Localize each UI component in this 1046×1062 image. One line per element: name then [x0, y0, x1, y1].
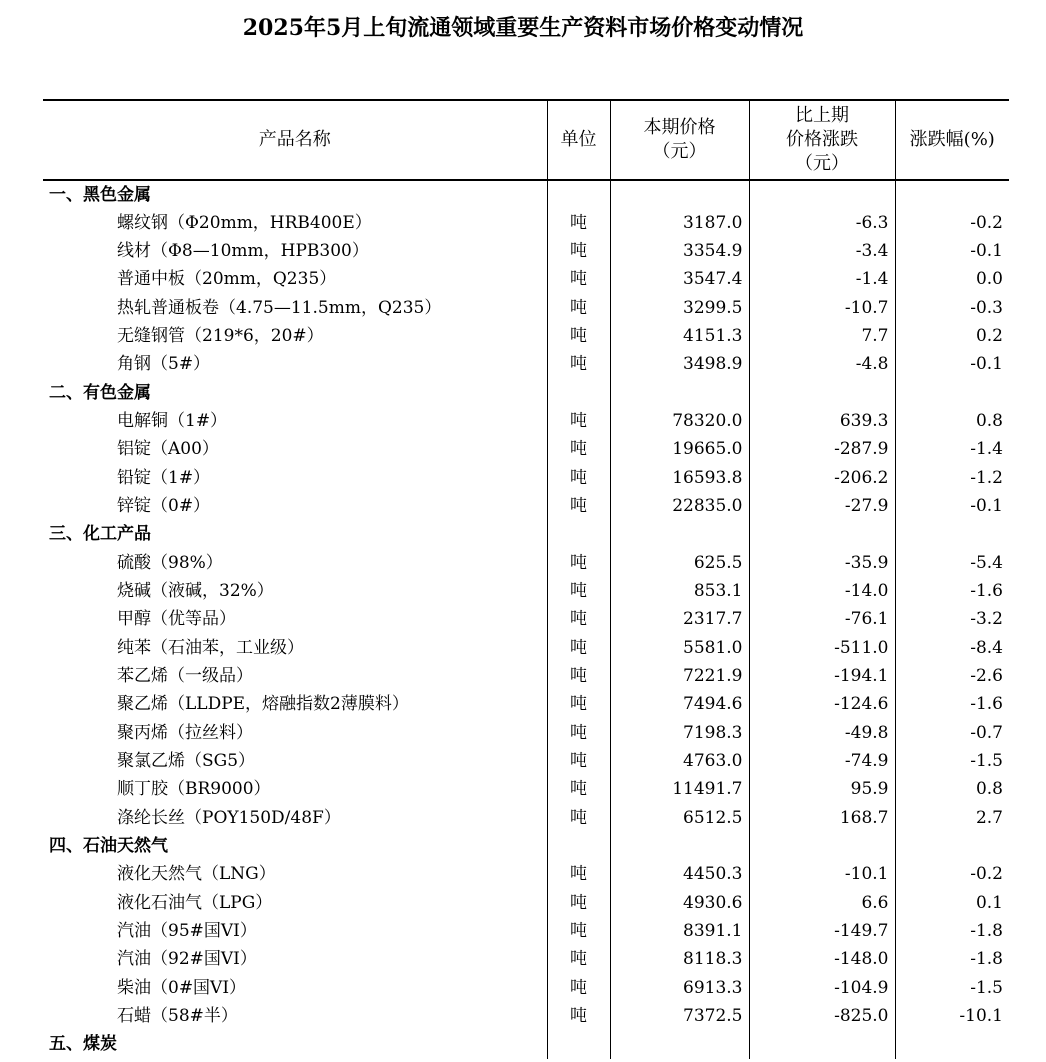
unit-cell: 吨 [547, 634, 610, 662]
price-cell: 3498.9 [610, 350, 749, 378]
change-cell: -511.0 [749, 634, 895, 662]
unit-cell: 吨 [547, 860, 610, 888]
percent-cell: 0.8 [975, 779, 1003, 800]
unit-cell: 吨 [547, 719, 610, 747]
price-cell: 6512.5 [610, 804, 749, 832]
table-row [43, 974, 1009, 1002]
table-row [43, 889, 1009, 917]
price-cell [610, 832, 749, 860]
unit-cell: 吨 [547, 662, 610, 690]
price-cell: 3187.0 [610, 208, 749, 236]
table-row [43, 917, 1009, 945]
product-name-cell: 纯苯（石油苯，工业级） [43, 634, 547, 662]
product-name-cell: 顺丁胶（BR9000） [43, 775, 547, 803]
table-row [43, 293, 1009, 321]
percent-cell: 0.8 [975, 410, 1003, 431]
table-row [43, 407, 1009, 435]
unit-cell [547, 180, 610, 208]
change-cell: -14.0 [749, 577, 895, 605]
change-cell: -49.8 [749, 719, 895, 747]
table-row [43, 634, 1009, 662]
price-cell: 853.1 [610, 577, 749, 605]
percent-cell: -1.2 [970, 467, 1003, 488]
percent-cell: -1.6 [970, 580, 1003, 601]
product-name-cell: 普通中板（20mm，Q235） [43, 265, 547, 293]
percent-cell: -1.5 [970, 977, 1003, 998]
percent-cell: -0.1 [970, 240, 1003, 261]
unit-cell: 吨 [547, 463, 610, 491]
percent-cell: -0.7 [970, 722, 1003, 743]
header-row [43, 100, 1009, 180]
table-row [43, 690, 1009, 718]
table-row [43, 577, 1009, 605]
unit-cell: 吨 [547, 435, 610, 463]
unit-cell: 吨 [547, 350, 610, 378]
table-row [43, 719, 1009, 747]
percent-cell: -0.1 [970, 354, 1003, 375]
percent-cell: 0.2 [975, 325, 1003, 346]
change-cell [749, 378, 895, 406]
change-cell: -194.1 [749, 662, 895, 690]
unit-cell: 吨 [547, 208, 610, 236]
table-row [43, 492, 1009, 520]
unit-cell: 吨 [547, 293, 610, 321]
change-cell: -104.9 [749, 974, 895, 1002]
table-row [43, 804, 1009, 832]
change-cell: -148.0 [749, 945, 895, 973]
change-cell: -1.4 [749, 265, 895, 293]
unit-cell: 吨 [547, 747, 610, 775]
table-row [43, 860, 1009, 888]
unit-cell: 吨 [547, 322, 610, 350]
unit-cell: 吨 [547, 237, 610, 265]
product-name-cell: 锌锭（0#） [43, 492, 547, 520]
product-name-cell: 聚乙烯（LLDPE，熔融指数2薄膜料） [43, 690, 547, 718]
product-name-cell: 聚氯乙烯（SG5） [43, 747, 547, 775]
change-cell: -287.9 [749, 435, 895, 463]
percent-cell: -5.4 [970, 552, 1003, 573]
product-name-cell: 螺纹钢（Φ20mm，HRB400E） [43, 208, 547, 236]
category-row [43, 832, 1009, 860]
percent-cell: -0.3 [970, 297, 1003, 318]
change-cell: -124.6 [749, 690, 895, 718]
unit-cell: 吨 [547, 804, 610, 832]
price-cell: 625.5 [610, 548, 749, 576]
category-row [43, 1030, 1009, 1058]
change-cell: 7.7 [749, 322, 895, 350]
price-cell: 19665.0 [610, 435, 749, 463]
header-price-change-line1: 比上期 [795, 105, 849, 126]
change-cell: 168.7 [749, 804, 895, 832]
percent-cell [895, 520, 1009, 548]
change-cell: -149.7 [749, 917, 895, 945]
category-label: 三、化工产品 [43, 520, 547, 548]
change-cell [749, 180, 895, 208]
table-row [43, 237, 1009, 265]
percent-cell [895, 1030, 1009, 1058]
product-name-cell: 苯乙烯（一级品） [43, 662, 547, 690]
price-cell: 78320.0 [610, 407, 749, 435]
product-name-cell: 柴油（0#国VI） [43, 974, 547, 1002]
unit-cell: 吨 [547, 690, 610, 718]
product-name-cell: 热轧普通板卷（4.75—11.5mm，Q235） [43, 293, 547, 321]
price-cell [610, 378, 749, 406]
product-name-cell: 汽油（92#国VI） [43, 945, 547, 973]
price-cell: 4763.0 [610, 747, 749, 775]
header-current-price [610, 100, 749, 180]
price-cell: 11491.7 [610, 775, 749, 803]
header-price-change [749, 100, 895, 180]
price-cell: 22835.0 [610, 492, 749, 520]
unit-cell: 吨 [547, 407, 610, 435]
percent-cell: 0.0 [975, 269, 1003, 290]
unit-cell: 吨 [547, 548, 610, 576]
table-row [43, 322, 1009, 350]
table-row [43, 350, 1009, 378]
percent-cell: -1.4 [970, 439, 1003, 460]
table-row [43, 605, 1009, 633]
change-cell: 6.6 [749, 889, 895, 917]
header-current-price-line2: （元） [652, 141, 707, 162]
header-product-name: 产品名称 [43, 100, 547, 180]
change-cell: -3.4 [749, 237, 895, 265]
price-cell: 6913.3 [610, 974, 749, 1002]
price-cell: 16593.8 [610, 463, 749, 491]
unit-cell: 吨 [547, 775, 610, 803]
table-row [43, 435, 1009, 463]
price-cell: 4930.6 [610, 889, 749, 917]
percent-cell: -0.2 [970, 864, 1003, 885]
change-cell: 639.3 [749, 407, 895, 435]
product-name-cell: 铝锭（A00） [43, 435, 547, 463]
change-cell [749, 520, 895, 548]
percent-cell: -2.6 [970, 666, 1003, 687]
header-price-change-line2: 价格涨跌 [786, 129, 858, 150]
unit-cell: 吨 [547, 1002, 610, 1030]
percent-cell: 2.7 [975, 807, 1003, 828]
product-name-cell: 硫酸（98%） [43, 548, 547, 576]
header-current-price-line1: 本期价格 [643, 117, 716, 138]
product-name-cell: 涤纶长丝（POY150D/48F） [43, 804, 547, 832]
unit-cell: 吨 [547, 492, 610, 520]
price-cell: 3354.9 [610, 237, 749, 265]
category-label: 四、石油天然气 [43, 832, 547, 860]
percent-cell: -0.1 [970, 495, 1003, 516]
percent-cell: -1.8 [970, 921, 1003, 942]
category-row [43, 520, 1009, 548]
price-cell: 8118.3 [610, 945, 749, 973]
table-row [43, 208, 1009, 236]
price-cell [610, 1030, 749, 1058]
percent-cell: -8.4 [970, 637, 1003, 658]
percent-cell [895, 832, 1009, 860]
change-cell: -6.3 [749, 208, 895, 236]
change-cell: -35.9 [749, 548, 895, 576]
product-name-cell: 液化石油气（LPG） [43, 889, 547, 917]
unit-cell: 吨 [547, 265, 610, 293]
category-label: 五、煤炭 [43, 1030, 547, 1058]
header-unit: 单位 [547, 100, 610, 180]
category-label: 一、黑色金属 [43, 180, 547, 208]
unit-cell: 吨 [547, 577, 610, 605]
unit-cell: 吨 [547, 917, 610, 945]
change-cell: -27.9 [749, 492, 895, 520]
table-row [43, 747, 1009, 775]
price-cell: 3299.5 [610, 293, 749, 321]
category-label: 二、有色金属 [43, 378, 547, 406]
product-name-cell: 甲醇（优等品） [43, 605, 547, 633]
table-row [43, 463, 1009, 491]
change-cell: -206.2 [749, 463, 895, 491]
change-cell: -76.1 [749, 605, 895, 633]
product-name-cell: 汽油（95#国VI） [43, 917, 547, 945]
change-cell: -10.7 [749, 293, 895, 321]
unit-cell [547, 1030, 610, 1058]
percent-cell [895, 180, 1009, 208]
product-name-cell: 线材（Φ8—10mm，HPB300） [43, 237, 547, 265]
price-cell: 7221.9 [610, 662, 749, 690]
price-cell [610, 180, 749, 208]
price-table [43, 99, 1009, 1059]
category-row [43, 378, 1009, 406]
percent-cell [895, 378, 1009, 406]
price-cell: 3547.4 [610, 265, 749, 293]
product-name-cell: 角钢（5#） [43, 350, 547, 378]
table-row [43, 265, 1009, 293]
table-row [43, 1002, 1009, 1030]
percent-cell: -0.2 [970, 212, 1003, 233]
price-table-container [43, 99, 1009, 1059]
product-name-cell: 铅锭（1#） [43, 463, 547, 491]
category-row [43, 180, 1009, 208]
unit-cell [547, 832, 610, 860]
unit-cell [547, 378, 610, 406]
change-cell: 95.9 [749, 775, 895, 803]
percent-cell: 0.1 [975, 892, 1003, 913]
table-header [43, 100, 1009, 180]
table-row [43, 548, 1009, 576]
unit-cell [547, 520, 610, 548]
unit-cell: 吨 [547, 945, 610, 973]
percent-cell: -10.1 [959, 1006, 1003, 1027]
product-name-cell: 聚丙烯（拉丝料） [43, 719, 547, 747]
price-cell [610, 520, 749, 548]
percent-cell: -1.6 [970, 694, 1003, 715]
product-name-cell: 烧碱（液碱，32%） [43, 577, 547, 605]
change-cell: -74.9 [749, 747, 895, 775]
change-cell: -10.1 [749, 860, 895, 888]
page-title: 2025年5月上旬流通领域重要生产资料市场价格变动情况 [242, 15, 804, 41]
change-cell: -4.8 [749, 350, 895, 378]
change-cell: -825.0 [749, 1002, 895, 1030]
percent-cell: -1.8 [970, 949, 1003, 970]
product-name-cell: 电解铜（1#） [43, 407, 547, 435]
price-cell: 5581.0 [610, 634, 749, 662]
unit-cell: 吨 [547, 889, 610, 917]
percent-cell: -3.2 [970, 609, 1003, 630]
product-name-cell: 石蜡（58#半） [43, 1002, 547, 1030]
product-name-cell: 无缝钢管（219*6，20#） [43, 322, 547, 350]
table-row [43, 945, 1009, 973]
price-cell: 8391.1 [610, 917, 749, 945]
price-cell: 4450.3 [610, 860, 749, 888]
table-row [43, 662, 1009, 690]
table-body [43, 180, 1009, 1059]
price-cell: 4151.3 [610, 322, 749, 350]
price-cell: 2317.7 [610, 605, 749, 633]
unit-cell: 吨 [547, 974, 610, 1002]
price-cell: 7198.3 [610, 719, 749, 747]
header-change-percent: 涨跌幅(%) [895, 100, 1009, 180]
percent-cell: -1.5 [970, 751, 1003, 772]
change-cell [749, 1030, 895, 1058]
unit-cell: 吨 [547, 605, 610, 633]
price-cell: 7494.6 [610, 690, 749, 718]
table-row [43, 775, 1009, 803]
change-cell [749, 832, 895, 860]
price-cell: 7372.5 [610, 1002, 749, 1030]
product-name-cell: 液化天然气（LNG） [43, 860, 547, 888]
header-price-change-line3: （元） [795, 153, 849, 174]
